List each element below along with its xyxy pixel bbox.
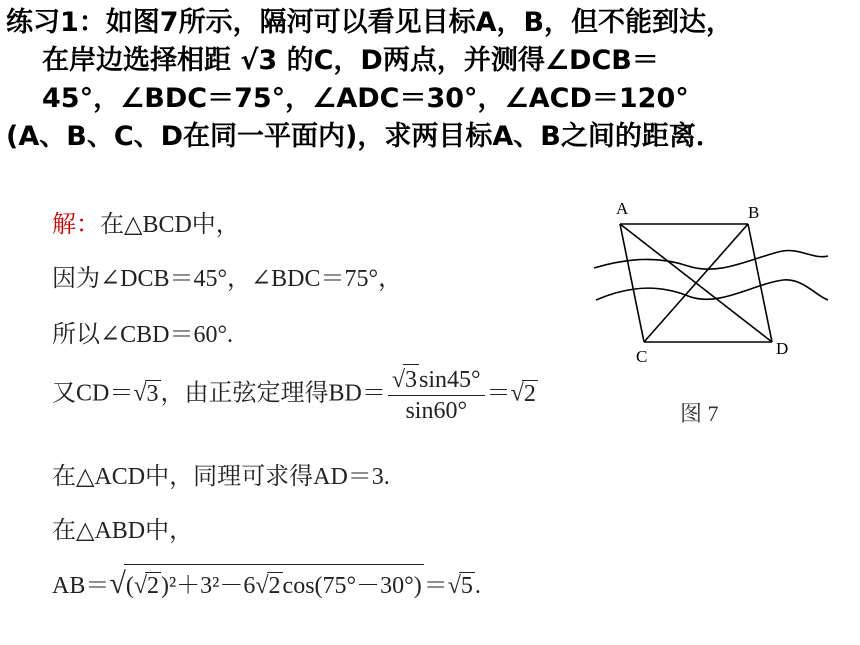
sqrt-2-result: 2 (523, 380, 536, 407)
cd-text: 又CD＝ (52, 380, 134, 407)
label-a: A (616, 199, 629, 218)
fraction-numerator: √3sin45° (388, 364, 485, 396)
bd-fraction (388, 364, 485, 426)
sqrt-3: 3 (146, 380, 159, 407)
solution-line-7: AB＝√(√2)²＋3²－6√2cos(75°－30°)＝√5. (52, 564, 481, 601)
solution-line-2: 因为∠DCB＝45°，∠BDC＝75°， (52, 266, 403, 292)
solution-line-3: 所以∠CBD＝60°. (52, 322, 234, 348)
problem-line-4: (A、B、C、D在同一平面内)，求两目标A、B之间的距离． (6, 121, 723, 152)
solution-label: 解： (52, 212, 100, 238)
label-b: B (748, 203, 760, 222)
radical-sign: √ (133, 380, 147, 407)
label-c: C (636, 347, 648, 366)
solution-line-6: 在△ABD中， (52, 518, 194, 544)
problem-line-1: 练习1：如图7所示，隔河可以看见目标A，B，但不能到达， (6, 7, 734, 38)
problem-statement (6, 4, 856, 156)
solution-line-4 (52, 364, 538, 426)
figure-caption: 图 7 (680, 401, 719, 426)
river-bank-lower (596, 280, 828, 300)
solution-line-5: 在△ACD中，同理可求得AD＝3. (52, 464, 390, 490)
figure-7-diagram (588, 196, 838, 366)
sine-law-text: ，由正弦定理得BD＝ (160, 380, 386, 407)
equals-sign: ＝ (486, 380, 511, 407)
solution-text-1: 在△BCD中， (100, 212, 240, 238)
segment-bc (644, 224, 748, 342)
problem-line-2: 在岸边选择相距 √3 的C，D两点，并测得∠DCB＝ (42, 45, 659, 76)
problem-line-3: 45°，∠BDC＝75°，∠ADC＝30°，∠ACD＝120° (42, 83, 689, 114)
radical-sign: √ (510, 380, 524, 407)
label-d: D (776, 339, 789, 358)
solution-line-1 (52, 204, 240, 239)
segment-ac (620, 224, 644, 342)
big-radical: (√2)²＋3²－6√2cos(75°－30°) (124, 564, 424, 600)
fraction-denominator: sin60° (405, 398, 468, 424)
